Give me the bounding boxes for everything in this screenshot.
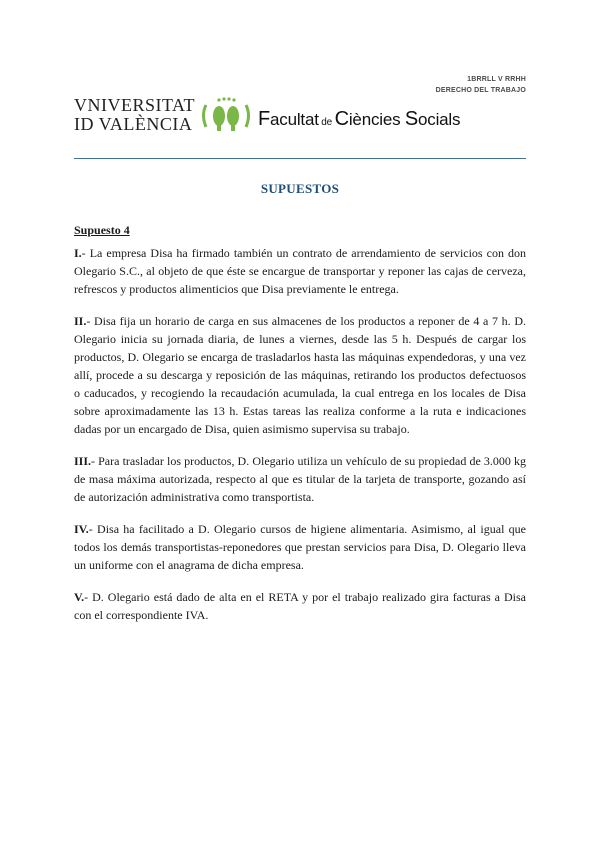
paragraph-text: - Disa fija un horario de carga en sus almacenes de los productos a reponer de 4 a 7 h. D. Olegario inicia su jornada diaria, de lunes a viernes, desde las 5 h. Después de cargar los productos, D. Olegario se encarga de trasladarlos hasta las máquinas expendedoras, y una vez allí, procede a su descarga y reposición de las máquinas, retirando los productos defectuosos o caducados, y recogiendo la recaudación acumulada, la cual entrega en los locales de Disa sobre aproximadamente las 13 h. Estas tareas las realiza conforme a la ruta e indicaciones dadas por un encargado de Disa, quien asimismo supervisa su trabajo. xyxy=(74,314,526,436)
university-name-line2: ID VALÈNCIA xyxy=(74,114,193,134)
document-body xyxy=(74,244,526,638)
university-name-line1: VNIVERSITAT xyxy=(74,95,196,115)
paragraph-text: - La empresa Disa ha firmado también un contrato de arrendamiento de servicios con don Olegario S.C., al objeto de que éste se encargue de transportar y reponer las cajas de cerveza, refrescos y productos alimenticios que Disa previamente le entrega. xyxy=(74,246,526,296)
paragraph-number: III. xyxy=(74,454,92,468)
paragraph xyxy=(74,312,526,438)
paragraph-number: IV. xyxy=(74,522,89,536)
course-code: 1BRRLL V RRHH xyxy=(467,76,526,83)
faculty-emblem-icon xyxy=(200,97,252,133)
page-title: SUPUESTOS xyxy=(260,181,340,196)
paragraph xyxy=(74,520,526,574)
subject-name: DERECHO DEL TRABAJO xyxy=(435,87,526,94)
paragraph xyxy=(74,244,526,298)
header-info xyxy=(436,74,526,96)
faculty-name: Facultat de Ciències Socials xyxy=(258,108,461,130)
paragraph-number: II. xyxy=(74,314,87,328)
section-title: Supuesto 4 xyxy=(74,223,130,237)
university-logo xyxy=(74,96,199,133)
paragraph-text: - D. Olegario está dado de alta en el RETA y por el trabajo realizado gira facturas a Disa con el correspondiente IVA. xyxy=(74,590,526,622)
paragraph-text: - Disa ha facilitado a D. Olegario cursos de higiene alimentaria. Asimismo, al igual que todos los demás transportistas-reponedores que prestan servicios para Disa, D. Olegario lleva un uniforme con el anagrama de dicha empresa. xyxy=(74,522,526,572)
header-divider xyxy=(74,158,526,159)
paragraph-number: V. xyxy=(74,590,85,604)
paragraph xyxy=(74,452,526,506)
paragraph xyxy=(74,588,526,624)
paragraph-text: - Para trasladar los productos, D. Olegario utiliza un vehículo de su propiedad de 3.000 kg de masa máxima autorizada, respecto al que es titular de la tarjeta de transporte, gozando así de autorización administrativa como transportista. xyxy=(74,454,526,504)
paragraph-number: I. xyxy=(74,246,82,260)
